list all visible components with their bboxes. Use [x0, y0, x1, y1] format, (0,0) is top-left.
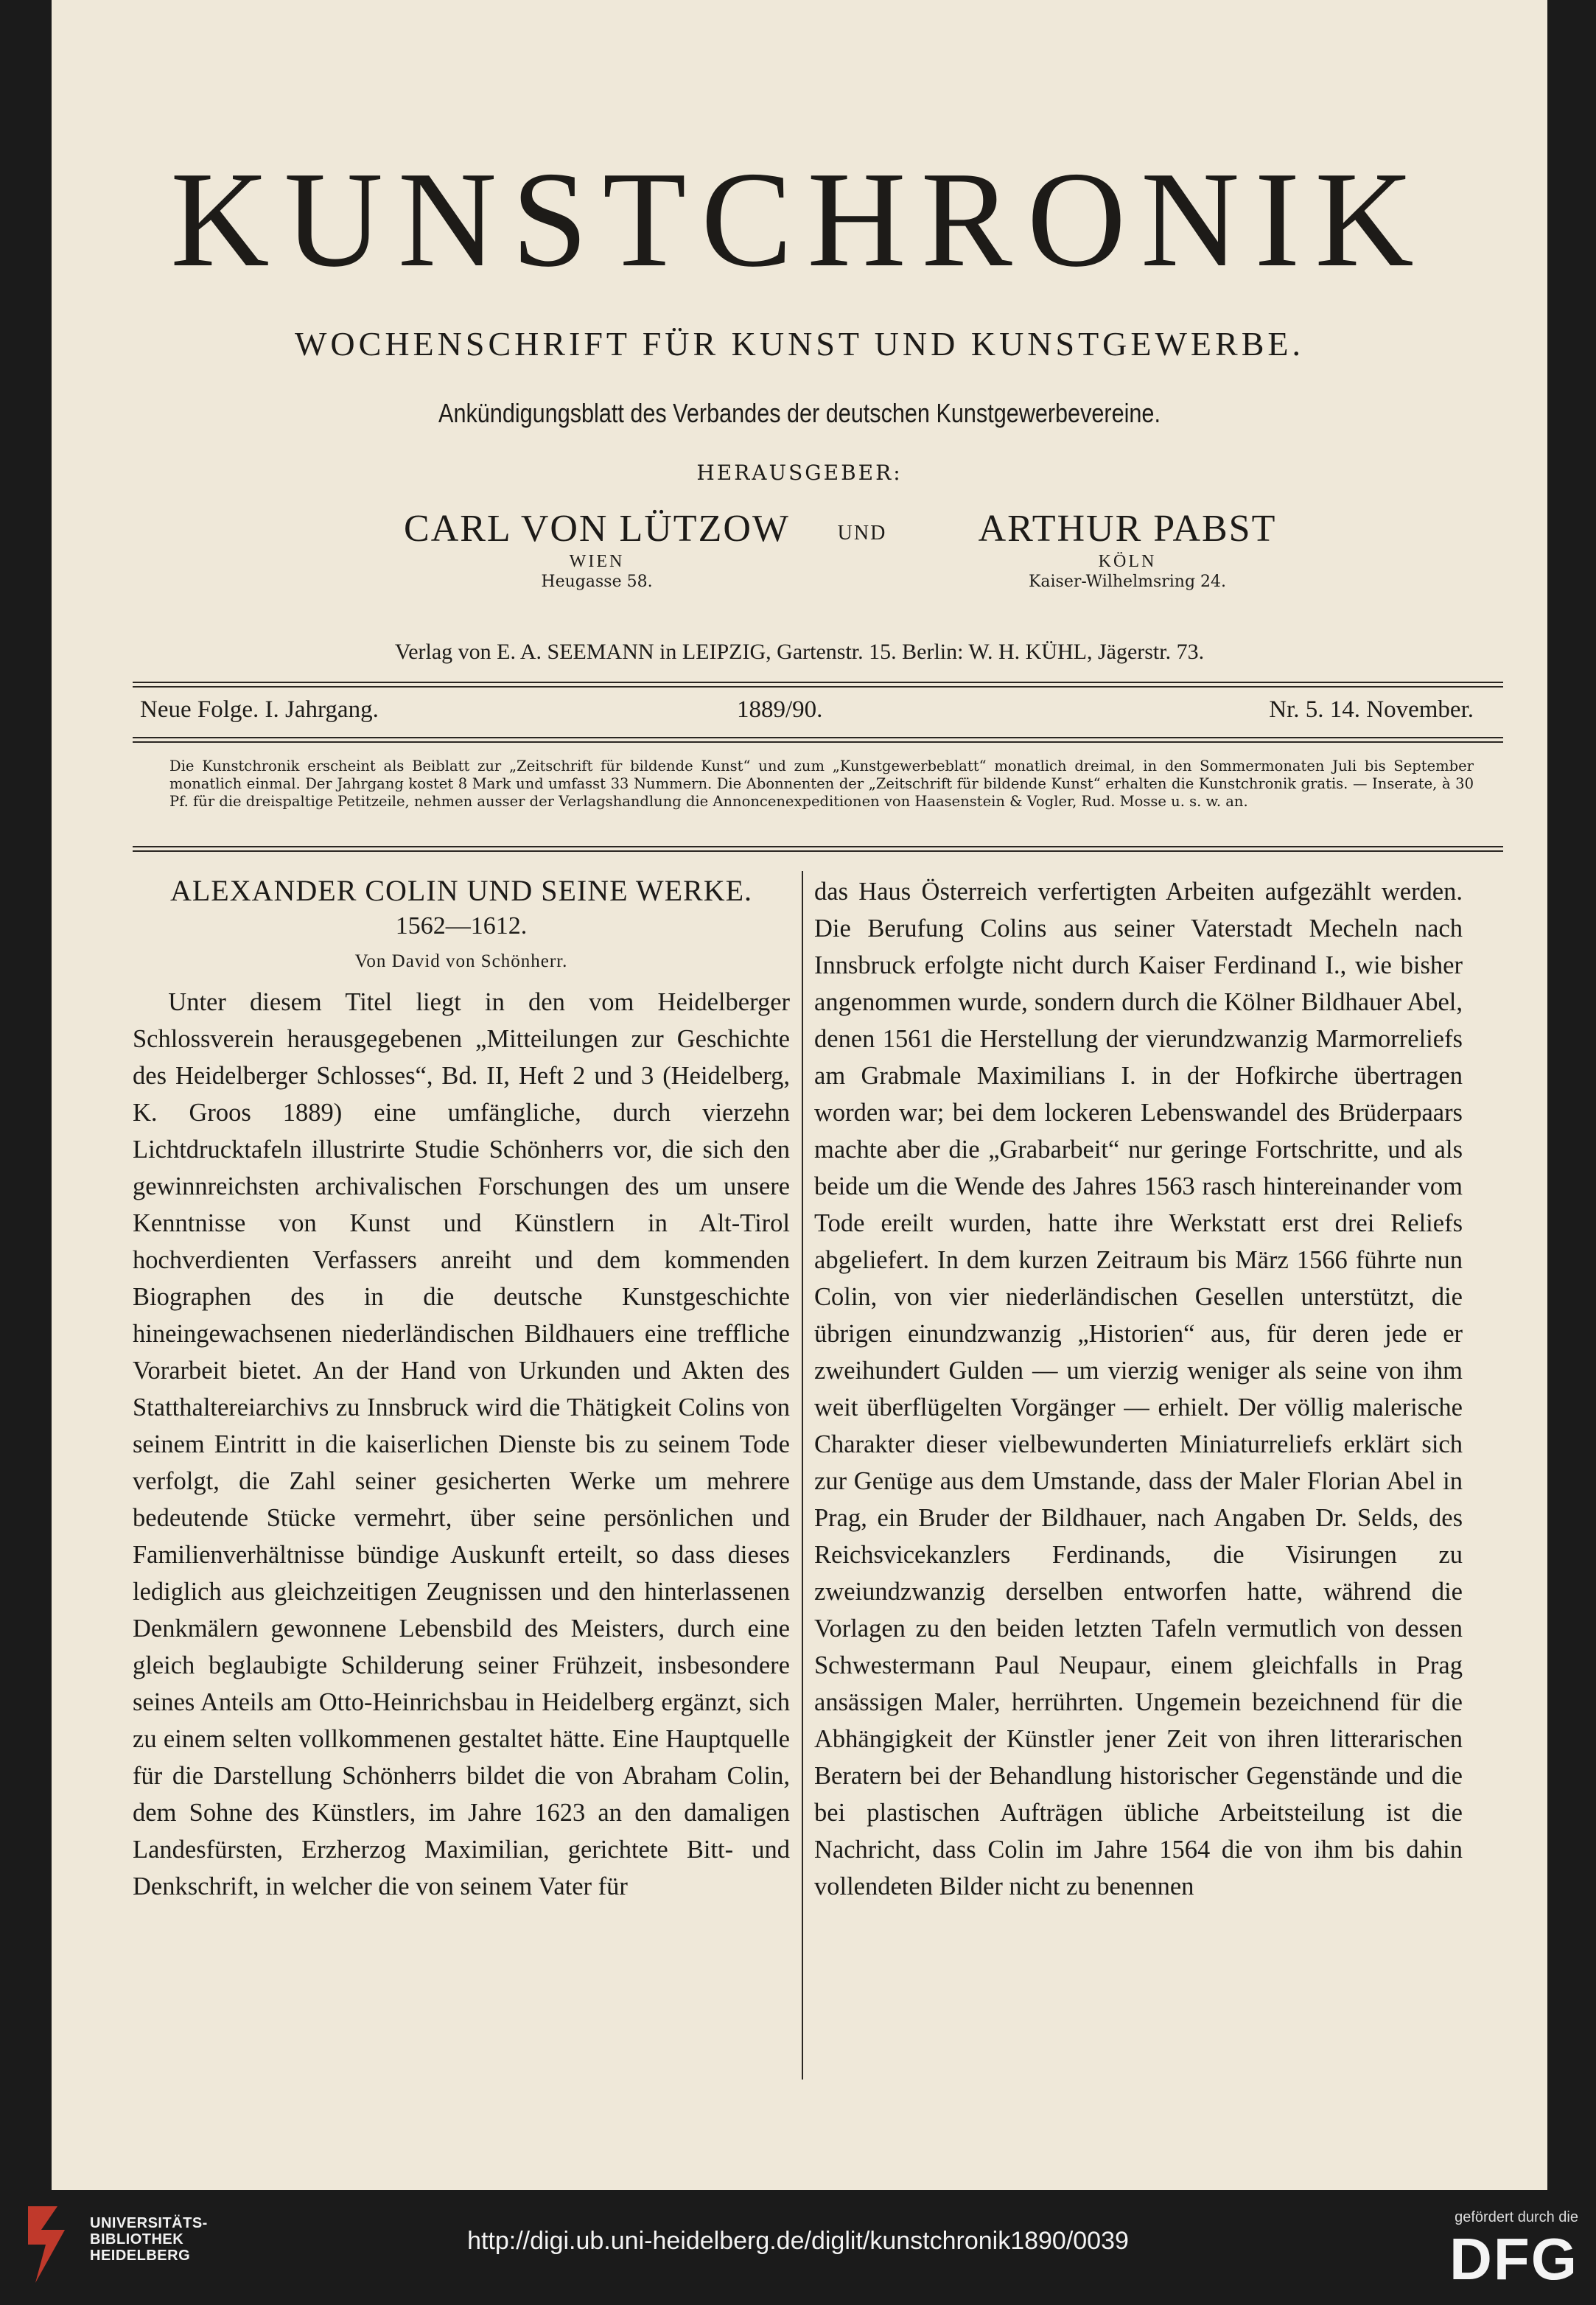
editor-name: CARL VON LÜTZOW — [404, 508, 790, 550]
article-paragraph: das Haus Österreich verfertigten Arbeiten aufgezählt werden. Die Berufung Colins aus seiner Vaterstadt Mecheln nach Innsbruck erfolgte nicht durch Kaiser Ferdinand I., wie bisher angenommen wurde, sondern durch die Kölner Bildhauer Abel, denen 1561 die Herstellung der vierundzwanzig Marmorreliefs am Grabmale Maximilians I. in der Hofkirche übertragen worden war; bei dem lockeren Lebenswandel des Brüderpaars machte aber die „Grabarbeit“ nur geringe Fortschritte, und als beide um die Wende des Jahres 1563 rasch hintereinander vom Tode ereilt wurden, hatte ihre Werkstatt erst drei Reliefs abgeliefert. In dem kurzen Zeitraum bis März 1566 führte nun Colin, von vier niederländischen Gesellen unterstützt, die übrigen einundzwanzig „Historien“ aus, für deren jede er zweihundert Gulden — um vierzig weniger als seine von ihm weit überflügelten Vorgänger — erhielt. Der völlig malerische Charakter dieser vielbewunderten Miniaturreliefs erklärt sich zur Genüge aus dem Umstande, dass der Maler Florian Abel in Prag, ein Bruder der Bildhauer, nach Angaben Dr. Selds, des Reichsvicekanzlers Ferdinands, die Visirungen zu zweiundzwanzig derselben entworfen hatte, während die Vorlagen zu den beiden letzten Tafeln vermutlich von dessen Schwestermann Paul Neupaur, einem gleichfalls in Prag ansässigen Maler, herrührten. Ungemein bezeichnend für die Abhängigkeit der Künstler jener Zeit von ihren litterarischen Beratern bei der Behandlung historischer Gegenstände und die bei plastischen Aufträgen übliche Arbeitsteilung ist die Nachricht, dass Colin im Jahre 1564 die von ihm bis dahin vollendeten Bilder nicht zu benennen — [814, 878, 1463, 1900]
article-author: Von David von Schönherr. — [354, 951, 568, 971]
article-title: ALEXANDER COLIN UND SEINE WERKE. — [169, 874, 753, 907]
article-paragraph: Unter diesem Titel liegt in den vom Heidelberger Schlossverein herausgegebenen „Mitteilungen zur Geschichte des Heidelberger Schlosses“, Bd. II, Heft 2 und 3 (Heidelberg, K. Groos 1889) eine umfängliche, durch vierzehn Lichtdrucktafeln illustrirte Studie Schönherrs vor, die sich den gewinnreichsten archivalischen Forschungen des um unsere Kenntnisse von Kunst und Künstlern in Alt-Tirol hochverdienten Verfassers anreiht und dem kommenden Biographen des in die deutsche Kunstgeschichte hineingewachsenen niederländischen Bildhauers eine treffliche Vorarbeit bietet. An der Hand von Urkunden und Akten des Statthaltereiarchivs zu Innsbruck wird die Thätigkeit Colins von seinem Eintritt in die kaiserlichen Dienste bis zu seinem Tode verfolgt, die Zahl seiner gesicherten Werke um mehrere bedeutende Stücke vermehrt, über seine persönlichen und Familienverhältnisse bündige Auskunft erteilt, so dass dieses lediglich aus gleichzeitigen Zeugnissen und den hinterlassenen Denkmälern gewonnene Lebensbild des Meisters, durch eine gleich beglaubigte Schilderung seiner Frühzeit, insbesondere seines Anteils am Otto-Heinrichsbau in Heidelberg ergänzt, sich zu einem selten vollkommenen gestaltet hätte. Eine Hauptquelle für die Darstellung Schönherrs bildet die von Abraham Colin, dem Sohne des Künstlers, im Jahre 1623 an den damaligen Landesfürsten, Erzherzog Maximilian, gerichtete Bitt- und Denkschrift, in welcher die von seinem Vater für — [133, 988, 790, 1900]
divider-rule — [133, 737, 1503, 738]
journal-subtitle: WOCHENSCHRIFT FÜR KUNST UND KUNSTGEWERBE. — [295, 325, 1304, 363]
funding-note: gefördert durch die — [1455, 2209, 1578, 2225]
article-column-right — [814, 873, 1463, 1905]
publisher-line: Verlag von E. A. SEEMANN in LEIPZIG, Gartenstr. 15. Berlin: W. H. KÜHL, Jägerstr. 73. — [394, 640, 1205, 664]
university-library-name: UNIVERSITÄTS- BIBLIOTHEK HEIDELBERG — [90, 2215, 208, 2264]
issue-number: Nr. 5. 14. November. — [1269, 696, 1474, 723]
viewer-footer — [0, 2190, 1596, 2305]
editor-city: KÖLN — [1098, 552, 1157, 571]
article-years: 1562—1612. — [395, 912, 528, 940]
journal-title: KUNSTCHRONIK — [170, 144, 1429, 295]
divider-rule — [133, 850, 1503, 852]
editor-right — [892, 507, 1363, 592]
column-divider — [802, 871, 803, 2080]
editors-conjunction: UND — [837, 522, 887, 545]
editor-city: WIEN — [569, 552, 625, 571]
editor-address: Heugasse 58. — [541, 573, 653, 591]
page-url-link[interactable]: http://digi.ub.uni-heidelberg.de/diglit/kunstchronik1890/0039 — [467, 2227, 1129, 2255]
article-column-left — [133, 873, 790, 1905]
divider-rule — [133, 686, 1503, 688]
dfg-logo[interactable]: DFG — [1449, 2226, 1578, 2292]
divider-rule — [133, 682, 1503, 683]
editor-address: Kaiser-Wilhelmsring 24. — [1028, 573, 1227, 591]
editor-left — [361, 507, 833, 592]
divider-rule — [133, 741, 1503, 743]
announcement-line: Ankündigungsblatt des Verbandes der deutschen Kunstgewerbevereine. — [438, 398, 1161, 428]
subscription-notice: Die Kunstchronik erscheint als Beiblatt zur „Zeitschrift für bildende Kunst“ und zum „Kunstgewerbeblatt“ monatlich dreimal, in den Sommermonaten Juli bis September monatlich einmal. Der Jahrgang kostet 8 Mark und umfasst 33 Nummern. Die Abonnenten der „Zeitschrift für bildende Kunst“ erhalten die Kunstchronik gratis. — Inserate, à 30 Pf. für die dreispaltige Petitzeile, nehmen ausser der Verlagshandlung die Annoncenexpeditionen von Haasenstein & Vogler, Rud. Mosse u. s. w. an. — [169, 758, 1474, 810]
editor-name: ARTHUR PABST — [978, 508, 1277, 550]
divider-rule — [133, 846, 1503, 847]
scanned-page — [52, 0, 1547, 2190]
issue-year: 1889/90. — [737, 696, 823, 723]
issue-series: Neue Folge. I. Jahrgang. — [140, 696, 379, 723]
publisher-label: HERAUSGEBER: — [696, 461, 903, 485]
